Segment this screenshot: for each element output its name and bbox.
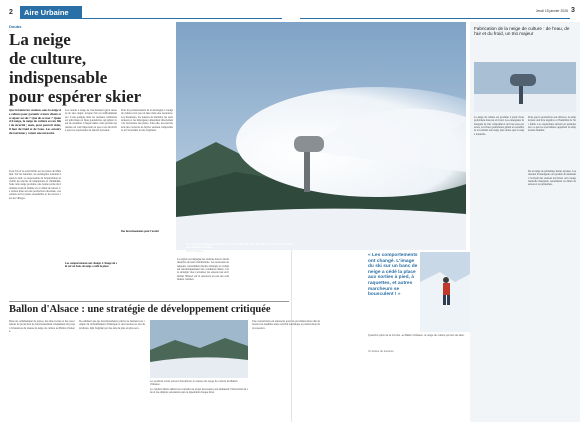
article-col-1: Il est 8 h et le soleil brille sur les pistes de Métabief. Sur les hauteurs, les enneigeurs tournent depuis la nuit. Le responsable de l'exploitation surveille les relevés de température et d'humidité. Sans cette neige produite, une bonne partie du domaine resterait fermée en ce début de saison. La station mise sur une production raisonnée, concentrée sur les pistes essentielles et les retours vers les villages. bbox=[9, 170, 61, 200]
gun-photo bbox=[474, 62, 576, 112]
info-box-title: Fabrication de la neige de culture : de l'eau, de l'air et du froid, un trio majeur bbox=[474, 26, 570, 37]
article-col-2-subhead: Les comportements ont changé. L'image du ski sur un banc de neige a cédé la place. bbox=[65, 262, 117, 269]
headline-line-4: pour espérer skier bbox=[9, 87, 142, 106]
photo-credit-main: Photo d'archives bbox=[186, 250, 204, 253]
article-kicker: Doubs bbox=[9, 24, 22, 29]
article-col-2: Les canons à neige ne fonctionnent qu'en dessous de zéro degré, lorsque l'air est suffisamment sec. L'eau pompée dans les retenues collinaires est pulvérisée en fines gouttelettes qui gèlent avant de retomber. Chaque mètre cube produit représente un coût important en eau et en électricité pour les exploitants du massif jurassien. bbox=[65, 109, 117, 133]
bottom-col-4: Une concertation est annoncée pour les prochains mois afin de trouver un équilibre entre activité touristique et préservation de la ressource. bbox=[252, 320, 320, 330]
skier-illustration bbox=[420, 252, 470, 332]
masthead-rule-left bbox=[82, 18, 282, 19]
headline-line-2: de culture, bbox=[9, 49, 87, 68]
snow-cannon-illustration bbox=[176, 22, 466, 250]
article-lede: Que feraient les stations sans la neige de culture pour garantir à leurs clients un séjour au ski ? Que de ce mot ? Quand il neige, la neige de culture est un filet de sécurité ; mais, pour pouvoir skier, il faut du froid et de l'eau. Les acteurs du tourisme y voient une nécessité. bbox=[9, 109, 61, 135]
info-box-text-2: Pour que la production soit efficace, la température doit être négative et l'humidité de l'air faible. Les exploitants suivent en permanence ce que les spécialistes appellent la température humide. bbox=[528, 116, 576, 133]
headline-line-3: indispensable bbox=[9, 68, 108, 87]
article-col-3-subhead: Des investissements pour l'avenir bbox=[121, 230, 173, 236]
skier-photo bbox=[420, 252, 470, 332]
section-banner: Aire Urbaine bbox=[20, 6, 82, 19]
bottom-col-3: Le syndicat mixte défend au contraire un projet nécessaire pour maintenir l'attractivité du site et les emplois saisonniers qui en dépendent chaque hiver. bbox=[150, 388, 248, 395]
bottom-col-2: Ils estiment que les investissements prévus ne tiennent pas compte du réchauffement climatique et des besoins en eau du territoire, déjà fragilisé par des étés de plus en plus secs. bbox=[79, 320, 145, 330]
page-number-left: 2 bbox=[9, 9, 13, 16]
headline-line-1: La neige bbox=[9, 30, 71, 49]
ballon-alsace-illustration bbox=[150, 320, 248, 378]
page-number-right: 3 bbox=[571, 7, 575, 14]
photo-caption-ballon: Le syndicat mixte prévoit d'améliorer le réseau de neige de culture du Ballon d'Alsace. bbox=[150, 380, 238, 387]
bottom-col-1: Dans un communiqué de presse, des élus locaux et des associations de protection de l'environnement s'inquiètent du projet d'extension du réseau de neige de culture au Ballon d'Alsace. bbox=[9, 320, 75, 334]
bottom-rule bbox=[9, 301, 289, 302]
article-col-4: La région accompagne les stations dans la modernisation de leurs installations. Les nouveaux enneigeurs consomment moins d'énergie et s'adaptent automatiquement aux conditions météo. Cette stratégie vise à sécuriser les saisons tout en limitant l'impact sur la ressource en eau des communes voisines. bbox=[177, 258, 229, 282]
page-date: Jeudi 15 janvier 2026 bbox=[535, 9, 568, 13]
info-box-text-1: La neige de culture est produite à partir d'eau pulvérisée dans un air froid. Les enneigeurs mélangent de l'air comprimé et de l'eau sous pression. Les fines gouttelettes gèlent en retombant et forment une neige plus dense que la neige naturelle. bbox=[474, 116, 524, 136]
masthead-rule-right bbox=[300, 18, 570, 19]
pull-quote-author: Un Acteur du tourisme bbox=[368, 350, 394, 353]
article-col-3: Pour les professionnels de la montagne, la neige de culture n'est pas un luxe mais une assurance. Les moniteurs, les loueurs de matériel, les restaurateurs et les hébergeurs dépendent directement de l'ouverture des pistes. Sans elle, les réservations des vacances de février seraient compromises et l'économie locale fragilisée. bbox=[121, 109, 173, 133]
ballon-alsace-photo bbox=[150, 320, 248, 378]
photo-caption-skier: Quand le plein de la Combe, au Ballon d'Alsace, la neige de culture permet de skier. bbox=[368, 334, 465, 337]
info-box-text-3: De la neige de printemps moins épaisse. Les réseaux d'enneigeurs ont permis de maintenir l'activité des stations les hivers où la neige naturelle manquait, notamment en début de saison et au printemps. bbox=[528, 170, 576, 187]
bottom-headline: Ballon d'Alsace : une stratégie de développement critiquée bbox=[9, 304, 271, 315]
photo-caption-main: En créant à la neige de culture est une réalité sur tous les massifs de France depuis une dizaine d'années. bbox=[186, 243, 294, 250]
pull-quote: « Les comportements ont changé. L'image du ski sur un banc de neige a cédé la place aux sorties à pied, à raquettes, et autres marcheurs se bousculent ! » bbox=[368, 253, 418, 298]
snow-gun-illustration bbox=[474, 62, 576, 112]
snow-cannon-photo bbox=[176, 22, 466, 250]
